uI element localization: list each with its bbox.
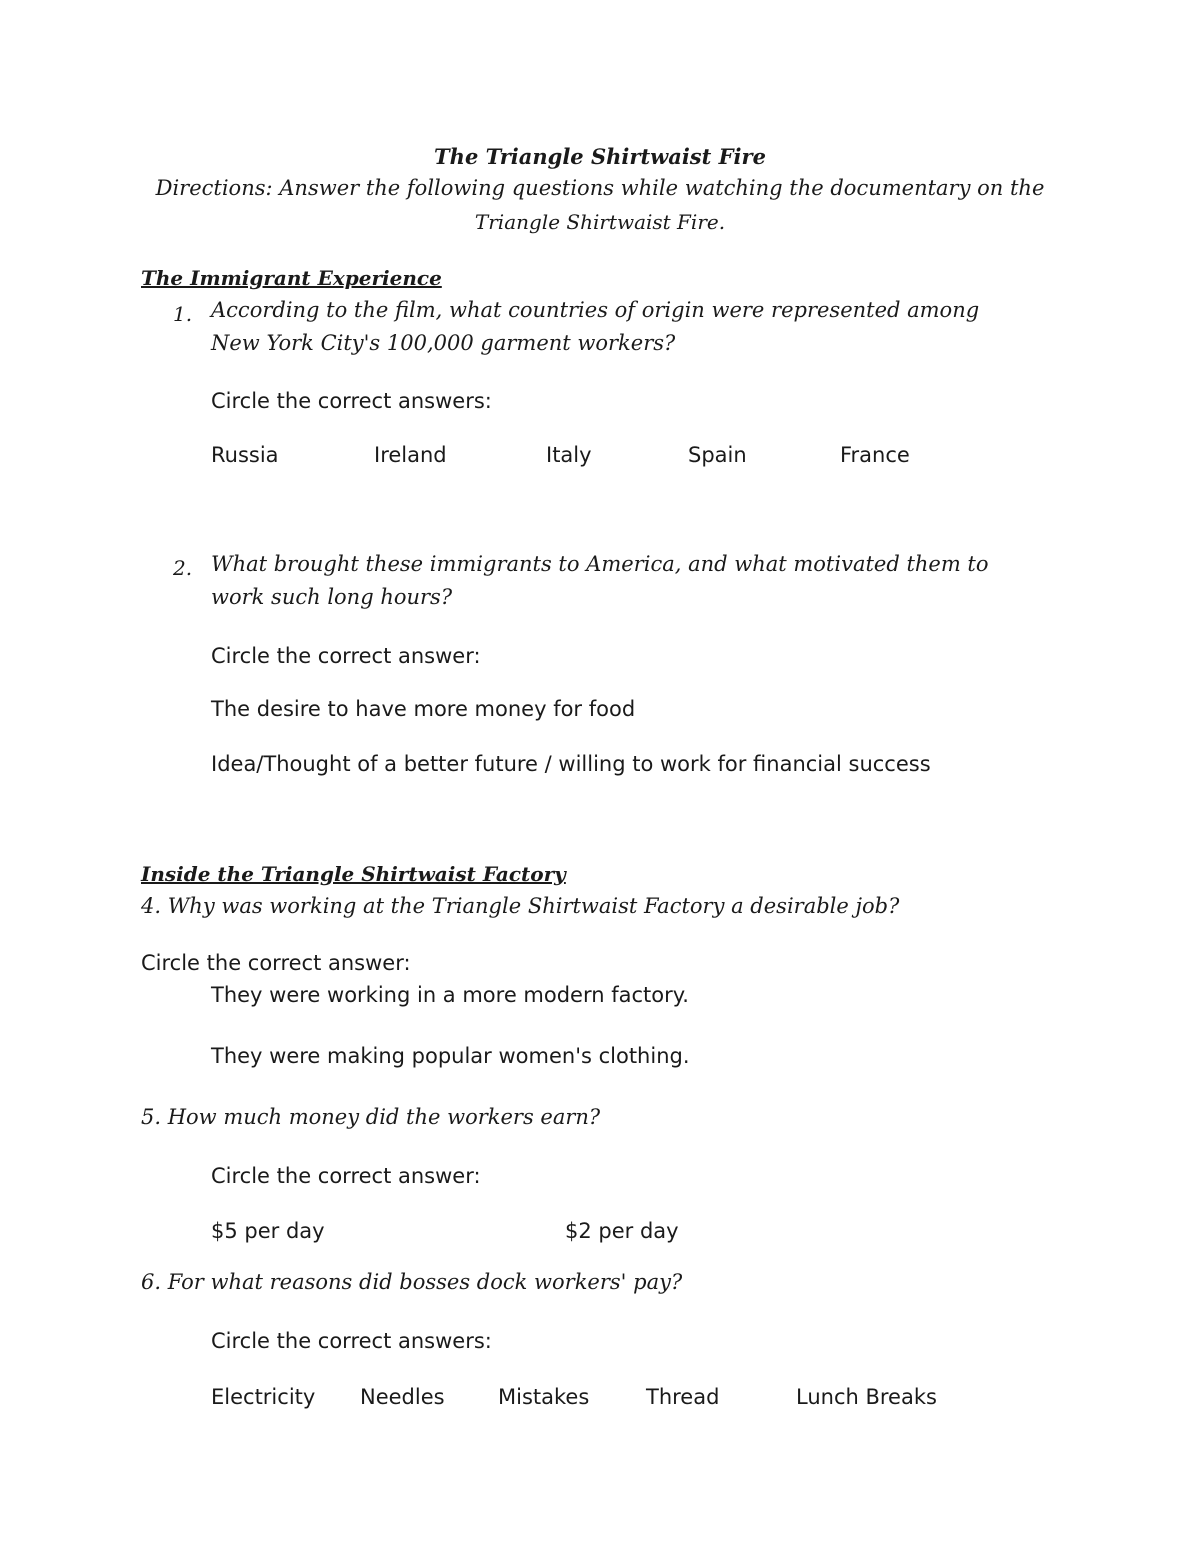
question-1-option-france[interactable]: France [840,443,910,467]
question-2-option-2[interactable]: Idea/Thought of a better future / willing to work for financial success [211,752,931,776]
question-6-option-thread[interactable]: Thread [646,1385,720,1409]
question-4-text: 4. Why was working at the Triangle Shirtwaist Factory a desirable job? [141,894,900,918]
question-5-option-2-dollars[interactable]: $2 per day [565,1219,679,1243]
question-1-option-italy[interactable]: Italy [546,443,592,467]
question-1-instruction: Circle the correct answers: [211,389,492,413]
question-6-text: 6. For what reasons did bosses dock workers' pay? [141,1270,683,1294]
question-2-number: 2. [173,556,193,580]
question-4-option-1[interactable]: They were working in a more modern factory. [211,983,689,1007]
question-2-line-2: work such long hours? [211,585,453,609]
question-4-option-2[interactable]: They were making popular women's clothing. [211,1044,690,1068]
question-5-instruction: Circle the correct answer: [211,1164,481,1188]
question-5-text: 5. How much money did the workers earn? [141,1105,601,1129]
directions-line-1: Directions: Answer the following questions while watching the documentary on the [155,176,1045,200]
question-1-option-spain[interactable]: Spain [688,443,747,467]
question-1-option-russia[interactable]: Russia [211,443,279,467]
question-6-option-mistakes[interactable]: Mistakes [498,1385,590,1409]
question-6-option-needles[interactable]: Needles [360,1385,445,1409]
question-6-option-electricity[interactable]: Electricity [211,1385,316,1409]
question-6-option-lunch-breaks[interactable]: Lunch Breaks [796,1385,937,1409]
question-1-line-2: New York City's 100,000 garment workers? [211,331,676,355]
question-1-number: 1. [173,302,193,326]
question-2-line-1: What brought these immigrants to America, and what motivated them to [211,552,989,576]
question-5-option-5-dollars[interactable]: $5 per day [211,1219,325,1243]
question-6-instruction: Circle the correct answers: [211,1329,492,1353]
question-2-instruction: Circle the correct answer: [211,644,481,668]
question-1-line-1: According to the film, what countries of origin were represented among [211,298,980,322]
page-title: The Triangle Shirtwaist Fire [434,144,766,169]
directions-line-2: Triangle Shirtwaist Fire. [474,210,726,234]
section-heading-inside-factory: Inside the Triangle Shirtwaist Factory [141,862,566,886]
question-4-instruction: Circle the correct answer: [141,951,411,975]
section-heading-immigrant-experience: The Immigrant Experience [141,266,442,290]
question-2-option-1[interactable]: The desire to have more money for food [211,697,636,721]
question-1-option-ireland[interactable]: Ireland [374,443,447,467]
